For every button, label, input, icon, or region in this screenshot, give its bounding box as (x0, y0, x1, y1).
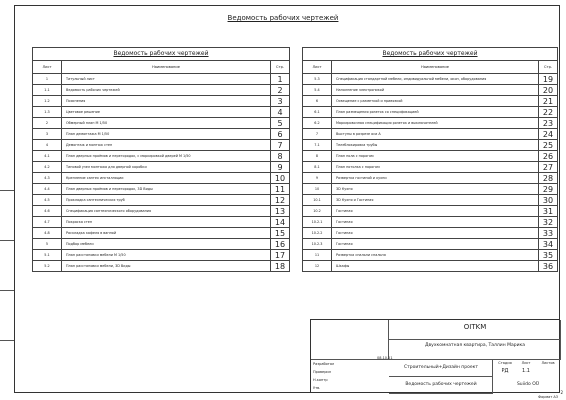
side-stamp-line (0, 190, 14, 191)
table-row (33, 173, 290, 184)
cell-name: План расстановки мебели, 3D Виды (62, 261, 271, 272)
cell-page: 21 (539, 96, 558, 107)
table-row (33, 129, 290, 140)
cell-name: Раскладка кафеля в ванной (62, 228, 271, 239)
cell-sheet: 10.2 (303, 206, 332, 217)
cell-page: 30 (539, 195, 558, 206)
page-number: 2 (560, 390, 563, 395)
cell-page: 36 (539, 261, 558, 272)
cell-name: План расстановки мебели М 1/50 (62, 250, 271, 261)
cell-name: Маркировочная спецификация розеток и выключателей (332, 118, 539, 129)
table-row (303, 261, 558, 272)
table-row (33, 118, 290, 129)
cell-name: Типовой узел монтажа для дверной коробки (62, 162, 271, 173)
cell-name: Спецификация сантехнического оборудования (62, 206, 271, 217)
cell-sheet: 4.5 (33, 195, 62, 206)
cell-name: Выступы в разрезе оси А (332, 129, 539, 140)
table-row (303, 228, 558, 239)
cell-page: 1 (271, 74, 290, 85)
cell-sheet: 10.2.2 (303, 228, 332, 239)
cell-name: План дверных проёмов и перегородок, 3D Виды (62, 184, 271, 195)
table-row (33, 184, 290, 195)
col-name-header: Наименование (62, 61, 271, 74)
cell-name: Развертка гостиной и кухни (332, 173, 539, 184)
cell-name: Крепление сантех инсталляции (62, 173, 271, 184)
table-row (303, 162, 558, 173)
sheets-label: Листов (541, 361, 555, 365)
cell-sheet: 5.4 (303, 85, 332, 96)
role-approved: Утв. (313, 386, 321, 390)
format-label: Формат A3 (538, 395, 558, 399)
cell-page: 25 (539, 140, 558, 151)
cell-page: 27 (539, 162, 558, 173)
cell-name: Демонтаж и монтаж стен (62, 140, 271, 151)
cell-name: План дверных проёмов и перегородок, с маркировкой дверей М 1/50 (62, 151, 271, 162)
table-row (33, 239, 290, 250)
cell-page: 15 (271, 228, 290, 239)
col-name-header: Наименование (332, 61, 539, 74)
cell-page: 34 (539, 239, 558, 250)
cell-name: 3D Кухня и Гостиная (332, 195, 539, 206)
cell-sheet: 6 (303, 96, 332, 107)
cell-page: 2 (271, 85, 290, 96)
cell-name: План демонтажа М 1/50 (62, 129, 271, 140)
cell-page: 31 (539, 206, 558, 217)
cell-page: 35 (539, 250, 558, 261)
cell-page: 6 (271, 129, 290, 140)
table-row (33, 85, 290, 96)
cell-name: Пояснения (62, 96, 271, 107)
table-row (33, 195, 290, 206)
cell-sheet: 2 (33, 118, 62, 129)
sheet-number: 1.1 (522, 368, 530, 374)
cell-sheet: 1.1 (33, 85, 62, 96)
cell-sheet: 6.1 (303, 107, 332, 118)
table-row (303, 96, 558, 107)
table-row (303, 206, 558, 217)
cell-sheet: 5.3 (303, 74, 332, 85)
register-table-right (302, 47, 558, 272)
stage-description: Строительный+Дизайн проект (404, 365, 478, 370)
table-row (33, 162, 290, 173)
cell-sheet: 3 (33, 129, 62, 140)
col-sheet-header: Лист (303, 61, 332, 74)
side-stamp-line (0, 340, 14, 341)
side-stamp-line (0, 290, 14, 291)
cell-sheet: 10.2.3 (303, 239, 332, 250)
col-page-header: Стр. (539, 61, 558, 74)
sheet-title: Ведомость рабочих чертежей (405, 382, 477, 387)
date-value: 08.10.21 (377, 356, 393, 360)
signature-grid (311, 320, 393, 360)
cell-page: 19 (539, 74, 558, 85)
cell-page: 14 (271, 217, 290, 228)
cell-page: 28 (539, 173, 558, 184)
cell-name: Спецификация стандартной мебели, индивидуальной мебели, окон, оборудования (332, 74, 539, 85)
table-row (303, 140, 558, 151)
cell-page: 26 (539, 151, 558, 162)
cell-page: 17 (271, 250, 290, 261)
table-row (33, 217, 290, 228)
table-row (33, 74, 290, 85)
table-row (33, 206, 290, 217)
cell-name: План размещения розеток со спецификацией (332, 107, 539, 118)
cell-sheet: 10.2.1 (303, 217, 332, 228)
table-row (33, 140, 290, 151)
table-row (303, 173, 558, 184)
cell-name: 3D Кухня (332, 184, 539, 195)
cell-sheet: 4.1 (33, 151, 62, 162)
cell-name: Телеблокировка трубы (332, 140, 539, 151)
table-row (303, 151, 558, 162)
cell-name: Ведомость рабочих чертежей (62, 85, 271, 96)
cell-name: Подбор мебели (62, 239, 271, 250)
cell-sheet: 8 (303, 151, 332, 162)
cell-page: 13 (271, 206, 290, 217)
cell-sheet: 5 (33, 239, 62, 250)
cell-page: 24 (539, 129, 558, 140)
cell-sheet: 4 (33, 140, 62, 151)
cell-sheet: 4.7 (33, 217, 62, 228)
cell-page: 4 (271, 107, 290, 118)
table-row (303, 85, 558, 96)
table-row (303, 184, 558, 195)
table-row (33, 228, 290, 239)
cell-sheet: 5.2 (33, 261, 62, 272)
cell-sheet: 4.3 (33, 173, 62, 184)
sheet-label: Лист (521, 361, 531, 365)
project-name: Двухкомнатная квартира, Таллин Марика (425, 343, 525, 348)
cell-name: Обмерный план М 1/50 (62, 118, 271, 129)
cell-page: 9 (271, 162, 290, 173)
role-norm-control: Н.контр (313, 378, 328, 382)
page-title: Ведомость рабочих чертежей (227, 14, 339, 22)
table-row (33, 107, 290, 118)
cell-name: План пола с порогом (332, 151, 539, 162)
table-row (303, 239, 558, 250)
cell-page: 5 (271, 118, 290, 129)
cell-sheet: 8.1 (303, 162, 332, 173)
table-row (303, 250, 558, 261)
table-row (33, 151, 290, 162)
register-table-left (32, 47, 290, 272)
table-caption: Ведомость рабочих чертежей (302, 47, 558, 60)
cell-name: Гостиная (332, 239, 539, 250)
cell-sheet: 9 (303, 173, 332, 184)
cell-page: 3 (271, 96, 290, 107)
table-caption: Ведомость рабочих чертежей (32, 47, 290, 60)
cell-page: 8 (271, 151, 290, 162)
cell-name: Цветовое решение (62, 107, 271, 118)
cell-name: План потолка с порогом (332, 162, 539, 173)
cell-page: 32 (539, 217, 558, 228)
stage-label: Стадия (498, 361, 512, 365)
cell-sheet: 7.1 (303, 140, 332, 151)
cell-sheet: 4.8 (33, 228, 62, 239)
stage-value: РД (501, 368, 509, 374)
table-row (33, 250, 290, 261)
cell-sheet: 10 (303, 184, 332, 195)
cell-sheet: 12 (303, 261, 332, 272)
cell-page: 18 (271, 261, 290, 272)
table-row (303, 217, 558, 228)
cell-sheet: 4.6 (33, 206, 62, 217)
cell-name: Наполнение электроникой (332, 85, 539, 96)
cell-sheet: 10.1 (303, 195, 332, 206)
cell-name: Шкафы (332, 261, 539, 272)
cell-name: Гостиная (332, 217, 539, 228)
cell-sheet: 7 (303, 129, 332, 140)
cell-name: Развертка спальни спальня (332, 250, 539, 261)
cell-sheet: 4.4 (33, 184, 62, 195)
table-row (303, 74, 558, 85)
cell-sheet: 11 (303, 250, 332, 261)
cell-page: 29 (539, 184, 558, 195)
cell-sheet: 5.1 (33, 250, 62, 261)
cell-sheet: 1.2 (33, 96, 62, 107)
table-row (33, 261, 290, 272)
table-row (303, 195, 558, 206)
side-stamp-line (0, 240, 14, 241)
title-block (310, 319, 560, 393)
table-row (303, 118, 558, 129)
cell-page: 20 (539, 85, 558, 96)
cell-page: 11 (271, 184, 290, 195)
cell-name: Гостиная (332, 206, 539, 217)
role-developer: Разработал (313, 362, 335, 366)
cell-sheet: 1.3 (33, 107, 62, 118)
cell-page: 16 (271, 239, 290, 250)
project-cell (389, 340, 561, 360)
col-sheet-header: Лист (33, 61, 62, 74)
table-row (303, 129, 558, 140)
cell-sheet: 6.2 (303, 118, 332, 129)
col-page-header: Стр. (271, 61, 290, 74)
cell-name: Титульный лист (62, 74, 271, 85)
cell-page: 12 (271, 195, 290, 206)
cell-page: 22 (539, 107, 558, 118)
cell-sheet: 1 (33, 74, 62, 85)
role-checker: Проверил (313, 370, 331, 374)
cell-name: Покраска стен (62, 217, 271, 228)
cell-name: Прокладка сантехнических труб (62, 195, 271, 206)
cell-sheet: 4.2 (33, 162, 62, 173)
cell-name: Освещение с разметкой и привязкой (332, 96, 539, 107)
cell-page: 33 (539, 228, 558, 239)
table-row (303, 107, 558, 118)
org-name: OITKM (463, 323, 487, 331)
cell-page: 7 (271, 140, 290, 151)
cell-name: Гостиная (332, 228, 539, 239)
company-name: Suiido OÜ (516, 382, 540, 387)
cell-page: 10 (271, 173, 290, 184)
table-row (33, 96, 290, 107)
cell-page: 23 (539, 118, 558, 129)
